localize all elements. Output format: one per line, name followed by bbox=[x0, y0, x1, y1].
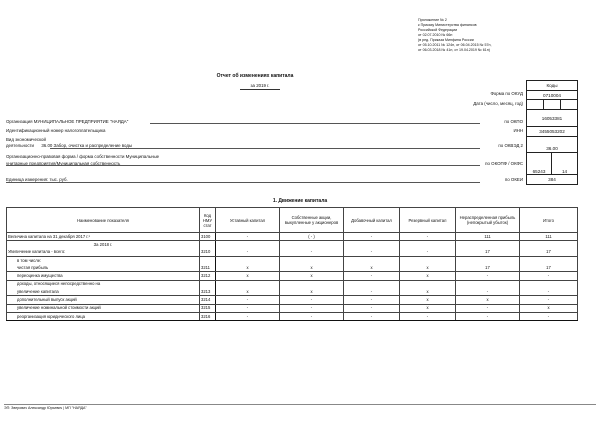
row-name: Величина капитала на 31 декабря 2017 г.¹ bbox=[7, 233, 200, 241]
col-header-own-shares: Собственные акции, выкупленные у акционеров bbox=[280, 208, 344, 233]
cell-reserve: - bbox=[400, 233, 456, 241]
cell-additional: - bbox=[344, 288, 400, 296]
row-code: 3211 bbox=[200, 264, 216, 272]
appendix-line: Российской Федерации bbox=[418, 28, 458, 32]
cell-charter: - bbox=[216, 304, 280, 312]
cell-total: 17 bbox=[520, 249, 578, 257]
row-code: 3215 bbox=[200, 304, 216, 312]
cell-charter: - bbox=[216, 296, 280, 304]
cell-additional bbox=[344, 280, 400, 288]
cell-reserve bbox=[400, 241, 456, 249]
row-name: Увеличение капитала - всего: bbox=[7, 249, 200, 257]
activity-label-1: Вид экономической bbox=[6, 137, 46, 142]
table-row bbox=[7, 304, 578, 312]
appendix-line: к Приказу Министерства финансов bbox=[418, 23, 477, 27]
cell-charter: - bbox=[216, 233, 280, 241]
cell-additional: - bbox=[344, 272, 400, 280]
appendix-note bbox=[418, 18, 578, 53]
cell-reserve bbox=[400, 256, 456, 264]
cell-own-shares: x bbox=[280, 288, 344, 296]
cell-total: 111 bbox=[520, 233, 578, 241]
cell-own-shares bbox=[280, 241, 344, 249]
row-code bbox=[200, 241, 216, 249]
cell-additional: - bbox=[344, 249, 400, 257]
cell-charter: - bbox=[216, 249, 280, 257]
cell-own-shares: - bbox=[280, 249, 344, 257]
cell-charter: - bbox=[216, 312, 280, 320]
row-code: 3210 bbox=[200, 249, 216, 257]
row-code bbox=[200, 280, 216, 288]
appendix-line: от 06.03.2018 № 41н, от 19.04.2019 № 61н) bbox=[418, 48, 490, 52]
col-header-total: Итого bbox=[520, 208, 578, 233]
cell-additional: x bbox=[344, 264, 400, 272]
cell-retained: - bbox=[456, 312, 520, 320]
row-name: доходы, относящиеся непосредственно на bbox=[7, 280, 200, 288]
cell-retained: - bbox=[456, 304, 520, 312]
appendix-line: от 02.07.2010 № 66н bbox=[418, 33, 453, 37]
cell-retained bbox=[456, 241, 520, 249]
cell-additional: - bbox=[344, 233, 400, 241]
row-code: 3216 bbox=[200, 312, 216, 320]
table-row bbox=[7, 296, 578, 304]
okpo-code: 16053381 bbox=[526, 109, 578, 127]
table-header-row bbox=[7, 208, 578, 233]
cell-charter bbox=[216, 280, 280, 288]
cell-retained: - bbox=[456, 272, 520, 280]
table-row bbox=[7, 233, 578, 241]
report-period: за 2019 г. bbox=[240, 83, 280, 90]
row-name: чистая прибыль bbox=[7, 264, 200, 272]
row-name: переоценка имущества bbox=[7, 272, 200, 280]
table-row bbox=[7, 249, 578, 257]
activity-value: 36.00 Забор, очистка и распределение воды bbox=[41, 143, 133, 148]
legal-form-2: унитарные предприятия/Муниципальная собственность bbox=[6, 161, 121, 166]
cell-reserve bbox=[400, 280, 456, 288]
okud-label: Форма по ОКУД bbox=[490, 91, 523, 96]
appendix-line: Приложение № 2 bbox=[418, 18, 447, 22]
okfs-code: 14 bbox=[551, 152, 578, 175]
okud-code: 0710004 bbox=[526, 90, 578, 100]
cell-reserve: x bbox=[400, 304, 456, 312]
row-code: 3212 bbox=[200, 272, 216, 280]
row-code: 3213 bbox=[200, 288, 216, 296]
org-row bbox=[6, 119, 128, 125]
footer-divider bbox=[4, 404, 596, 405]
cell-charter bbox=[216, 256, 280, 264]
okopf-label: по ОКОПФ / ОКФС bbox=[485, 161, 523, 166]
cell-total: - bbox=[520, 312, 578, 320]
cell-charter: x bbox=[216, 264, 280, 272]
cell-reserve: x bbox=[400, 296, 456, 304]
cell-additional bbox=[344, 241, 400, 249]
okopf-code: 65243 bbox=[526, 152, 552, 175]
row-code bbox=[200, 256, 216, 264]
inn-row-label: Идентификационный номер налогоплательщика bbox=[6, 128, 106, 133]
cell-own-shares: - bbox=[280, 304, 344, 312]
col-header-additional: Добавочный капитал bbox=[344, 208, 400, 233]
capital-movement-table bbox=[6, 207, 578, 321]
cell-charter bbox=[216, 241, 280, 249]
cell-total bbox=[520, 280, 578, 288]
cell-reserve: x bbox=[400, 272, 456, 280]
cell-retained bbox=[456, 256, 520, 264]
table-row bbox=[7, 241, 578, 249]
appendix-line: (в ред. Приказа Минфина России bbox=[418, 38, 474, 42]
cell-additional: - bbox=[344, 312, 400, 320]
col-header-code: Код НМУ стат bbox=[200, 208, 216, 233]
cell-retained: - bbox=[456, 288, 520, 296]
row-name: дополнительный выпуск акций bbox=[7, 296, 200, 304]
row-code: 3214 bbox=[200, 296, 216, 304]
legal-form-1: Организационно-правовая форма / форма собственности Муниципальные bbox=[6, 154, 160, 159]
divider bbox=[6, 165, 480, 166]
cell-additional bbox=[344, 256, 400, 264]
cell-total: - bbox=[520, 272, 578, 280]
org-label: Организация bbox=[6, 119, 33, 124]
signature-footer: ЭП: Зверович Александр Юрьевич | МП "НАЯДА" bbox=[4, 406, 87, 410]
cell-total: x bbox=[520, 304, 578, 312]
cell-reserve: x bbox=[400, 288, 456, 296]
row-name: увеличение капитала bbox=[7, 288, 200, 296]
divider bbox=[50, 148, 480, 149]
okved-label: по ОКВЭД 2 bbox=[498, 143, 523, 148]
cell-additional: - bbox=[344, 304, 400, 312]
unit-label: Единица измерения: тыс. руб. bbox=[6, 177, 68, 182]
row-name: За 2018 г. bbox=[7, 241, 200, 249]
okei-code: 384 bbox=[526, 174, 578, 185]
cell-additional: - bbox=[344, 296, 400, 304]
cell-total bbox=[520, 256, 578, 264]
cell-own-shares: - bbox=[280, 312, 344, 320]
cell-total: - bbox=[520, 288, 578, 296]
table-row bbox=[7, 280, 578, 288]
okved-code: 36.00 bbox=[526, 136, 578, 153]
table-row bbox=[7, 264, 578, 272]
cell-charter: x bbox=[216, 288, 280, 296]
inn-code: 3455053202 bbox=[526, 126, 578, 137]
table-row bbox=[7, 272, 578, 280]
col-header-name: Наименование показателя bbox=[7, 208, 200, 233]
codes-header: Коды bbox=[526, 80, 578, 91]
report-title: Отчет об изменениях капитала bbox=[216, 73, 294, 79]
row-name: реорганизация юридического лица bbox=[7, 312, 200, 320]
cell-own-shares: x bbox=[280, 272, 344, 280]
cell-own-shares: ( - ) bbox=[280, 233, 344, 241]
cell-own-shares bbox=[280, 256, 344, 264]
cell-total: - bbox=[520, 296, 578, 304]
date-label: Дата (число, месяц, год) bbox=[473, 101, 523, 106]
cell-own-shares: x bbox=[280, 264, 344, 272]
okei-label: по ОКЕИ bbox=[504, 177, 523, 182]
cell-retained: 111 bbox=[456, 233, 520, 241]
cell-retained: 17 bbox=[456, 264, 520, 272]
cell-own-shares bbox=[280, 280, 344, 288]
col-header-reserve: Резервный капитал bbox=[400, 208, 456, 233]
appendix-line: от 05.10.2011 № 124н, от 06.04.2015 № 57н, bbox=[418, 43, 492, 47]
org-name: МУНИЦИПАЛЬНОЕ ПРЕДПРИЯТИЕ "НАЯДА" bbox=[33, 119, 129, 124]
cell-reserve: - bbox=[400, 312, 456, 320]
activity-label-2: деятельности bbox=[6, 143, 35, 148]
cell-reserve: - bbox=[400, 249, 456, 257]
row-name: увеличение номинальной стоимости акций bbox=[7, 304, 200, 312]
col-header-retained: Нераспределенная прибыль (непокрытый убыток) bbox=[456, 208, 520, 233]
cell-own-shares: - bbox=[280, 296, 344, 304]
section-title: 1. Движение капитала bbox=[272, 198, 328, 204]
cell-total: 17 bbox=[520, 264, 578, 272]
cell-retained bbox=[456, 280, 520, 288]
inn-label: ИНН bbox=[513, 128, 523, 133]
divider bbox=[6, 182, 480, 183]
table-row bbox=[7, 288, 578, 296]
table-row bbox=[7, 312, 578, 320]
row-name: в том числе: bbox=[7, 256, 200, 264]
table-row bbox=[7, 256, 578, 264]
cell-total bbox=[520, 241, 578, 249]
cell-reserve: x bbox=[400, 264, 456, 272]
col-header-charter: Уставный капитал bbox=[216, 208, 280, 233]
cell-retained: 17 bbox=[456, 249, 520, 257]
okpo-label: по ОКПО bbox=[504, 119, 523, 124]
cell-retained: x bbox=[456, 296, 520, 304]
cell-charter: x bbox=[216, 272, 280, 280]
row-code: 3100 bbox=[200, 233, 216, 241]
